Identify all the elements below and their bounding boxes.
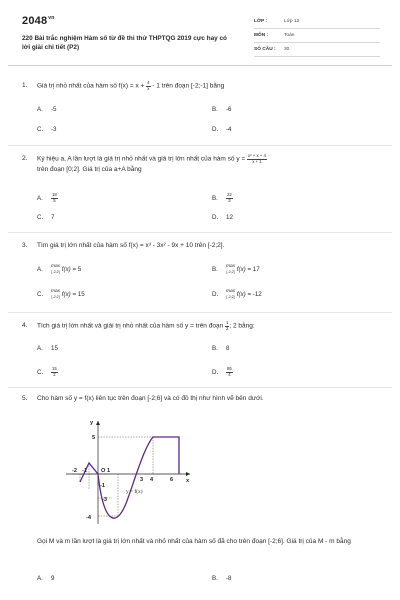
option-letter: C.	[37, 290, 44, 298]
question-stem: Tìm giá trị lớn nhất của hàm số f(x) = x³ - 3x² - 9x + 10 trên [-2;2].	[37, 242, 225, 249]
fraction-numerator: 4	[147, 80, 150, 85]
max-interval: [-2;2]	[226, 294, 235, 299]
question-number: 5.	[22, 395, 28, 402]
tick-x-1: 1	[107, 468, 111, 474]
option-b[interactable]	[212, 575, 232, 582]
question-number: 2.	[22, 155, 28, 162]
option-d[interactable]	[212, 367, 233, 377]
fraction	[247, 154, 267, 164]
tick-y-neg3: -3	[102, 497, 107, 503]
option-b[interactable]	[212, 265, 260, 275]
document-title: 220 Bài trắc nghiệm Hàm số từ đề thi thử THPTQG 2019 cực hay có lời giải chi tiết (P2)	[22, 35, 227, 51]
option-c[interactable]	[37, 214, 54, 221]
question-divider	[8, 232, 392, 233]
option-text: = -12	[247, 290, 262, 298]
option-text: -8	[226, 575, 232, 582]
stem-text: ; 2 bằng:	[229, 322, 255, 330]
max-operator	[51, 290, 60, 300]
origin-label: O	[101, 468, 106, 474]
function-graph	[60, 418, 195, 528]
option-letter: A.	[37, 265, 43, 273]
function-symbol: f(x)	[61, 265, 71, 273]
question-number: 3.	[22, 242, 28, 249]
max-symbol: max	[226, 289, 236, 294]
x-axis-label: x	[186, 478, 190, 484]
x-axis-arrow-icon	[186, 472, 190, 476]
fraction-denominator: x + 1	[252, 158, 262, 164]
stem-text: Giá trị nhỏ nhất của hàm số f(x) = x +	[37, 82, 147, 90]
option-a[interactable]	[37, 265, 81, 275]
meta-label: SỐ CÂU :	[254, 47, 276, 52]
option-letter: A.	[37, 345, 43, 352]
option-text: -4	[226, 126, 232, 133]
fraction	[226, 193, 233, 203]
fraction-denominator: 2	[53, 371, 56, 377]
exam-meta	[254, 17, 380, 59]
tick-x-4: 4	[150, 477, 154, 483]
option-letter: B.	[212, 575, 218, 582]
header-divider	[8, 65, 392, 66]
option-d[interactable]	[212, 126, 232, 133]
meta-subject-row	[254, 31, 380, 43]
function-symbol: f(x)	[236, 290, 246, 298]
tick-y-neg4: -4	[86, 515, 91, 521]
option-text: = 17	[247, 265, 260, 273]
option-text: 8	[226, 345, 230, 352]
meta-value: Lớp 12	[284, 19, 300, 24]
max-interval: [-2;2]	[226, 269, 235, 274]
option-letter: D.	[212, 126, 219, 133]
max-interval: [-2;2]	[51, 269, 60, 274]
question-divider	[8, 312, 392, 313]
question-number: 1.	[22, 82, 28, 89]
option-letter: B.	[212, 265, 218, 273]
meta-label: LỚP :	[254, 19, 268, 24]
option-letter: B.	[212, 106, 218, 113]
tick-x-6: 6	[170, 477, 174, 483]
option-a[interactable]	[37, 345, 58, 352]
meta-class-row	[254, 17, 380, 29]
question-divider	[8, 145, 392, 146]
option-text: = 5	[72, 265, 82, 273]
option-c[interactable]	[37, 367, 58, 377]
question-number: 4.	[22, 322, 28, 329]
option-text: 12	[226, 214, 233, 221]
option-letter: D.	[212, 214, 219, 221]
tick-y-neg1: -1	[100, 483, 105, 489]
option-letter: A.	[37, 575, 43, 582]
tick-x-3: 3	[140, 477, 144, 483]
curve-y-f-x	[80, 437, 179, 518]
function-symbol: f(x)	[236, 265, 246, 273]
option-text: -5	[51, 106, 57, 113]
y-axis-arrow-icon	[96, 421, 100, 425]
option-letter: C.	[37, 126, 44, 133]
stem-text: Tích giá trị lớn nhất và giái trị nhỏ nhất của hàm số y = trên đoạn	[37, 322, 225, 330]
question-stem	[37, 81, 382, 92]
max-operator	[51, 265, 60, 275]
fraction-denominator: 5	[53, 197, 56, 203]
option-text: 9	[51, 575, 55, 582]
option-b[interactable]	[212, 193, 233, 203]
option-text: 7	[51, 214, 55, 221]
question-stem: Gọi M và m lần lượt là giá trị lớn nhất và nhỏ nhất của hàm số đã cho trên đoạn [-2;6]. Giá trị của M - m bằng	[37, 538, 351, 545]
option-text: -3	[51, 126, 57, 133]
option-text: 15	[51, 345, 58, 352]
option-b[interactable]	[212, 106, 232, 113]
max-symbol: max	[51, 264, 61, 269]
option-letter: C.	[37, 214, 44, 221]
option-letter: A.	[37, 194, 43, 202]
site-logo[interactable]	[22, 15, 55, 27]
option-a[interactable]	[37, 193, 58, 203]
max-symbol: max	[51, 289, 61, 294]
question-divider	[8, 387, 392, 388]
option-letter: D.	[212, 290, 219, 298]
fraction	[51, 367, 58, 377]
fraction-denominator: 4	[228, 371, 231, 377]
fraction-numerator: 22	[227, 192, 232, 197]
tick-x-neg1: -1	[82, 468, 87, 474]
option-c[interactable]	[37, 290, 85, 300]
meta-count-row	[254, 45, 380, 57]
option-letter: B.	[212, 194, 218, 202]
fraction-numerator: x² + x + 4	[247, 153, 266, 158]
fraction-numerator: 18	[52, 192, 57, 197]
tick-x-neg2: -2	[72, 468, 77, 474]
stem-text: trên đoạn [0;2]. Giá trị của a+A bằng	[37, 165, 142, 173]
option-c[interactable]	[37, 126, 57, 133]
fraction	[226, 367, 233, 377]
fraction-denominator: x	[147, 85, 150, 91]
fraction-numerator: 1	[226, 320, 229, 325]
question-stem: Cho hàm số y = f(x) liên tục trên đoạn [-2;6] và có đồ thị như hình vẽ bên dưới.	[37, 395, 264, 402]
question-stem	[37, 321, 382, 332]
fraction-numerator: 15	[52, 366, 57, 371]
stem-text: Ký hiệu a, A lần lượt là giá trị nhỏ nhất và giá trị lớn nhất của hàm số y =	[37, 155, 247, 163]
meta-label: MÔN :	[254, 33, 269, 38]
fraction-numerator: 85	[227, 366, 232, 371]
option-b[interactable]	[212, 345, 229, 352]
option-letter: D.	[212, 368, 219, 376]
max-interval: [-2;2]	[51, 294, 60, 299]
curve-label: y = f(x)	[126, 489, 143, 495]
stem-text: - 1 trên đoạn [-2;-1] bằng	[150, 82, 225, 90]
option-a[interactable]	[37, 575, 54, 582]
max-operator	[226, 290, 235, 300]
option-a[interactable]	[37, 106, 57, 113]
option-letter: C.	[37, 368, 44, 376]
option-letter: A.	[37, 106, 43, 113]
logo-suffix: vn	[48, 15, 55, 21]
option-d[interactable]	[212, 290, 262, 300]
fraction	[51, 193, 58, 203]
tick-y-5: 5	[92, 435, 96, 441]
meta-value: Toán	[284, 33, 295, 38]
max-operator	[226, 265, 235, 275]
option-text: = 15	[72, 290, 85, 298]
meta-value: 30	[284, 47, 290, 52]
fraction-denominator: 2	[226, 325, 229, 331]
option-d[interactable]	[212, 214, 233, 221]
y-axis-label: y	[90, 420, 94, 426]
max-symbol: max	[226, 264, 236, 269]
option-text: -6	[226, 106, 232, 113]
function-symbol: f(x)	[61, 290, 71, 298]
option-letter: B.	[212, 345, 218, 352]
question-stem	[37, 154, 382, 175]
fraction-denominator: 3	[228, 197, 231, 203]
logo-text: 2048	[22, 15, 48, 27]
